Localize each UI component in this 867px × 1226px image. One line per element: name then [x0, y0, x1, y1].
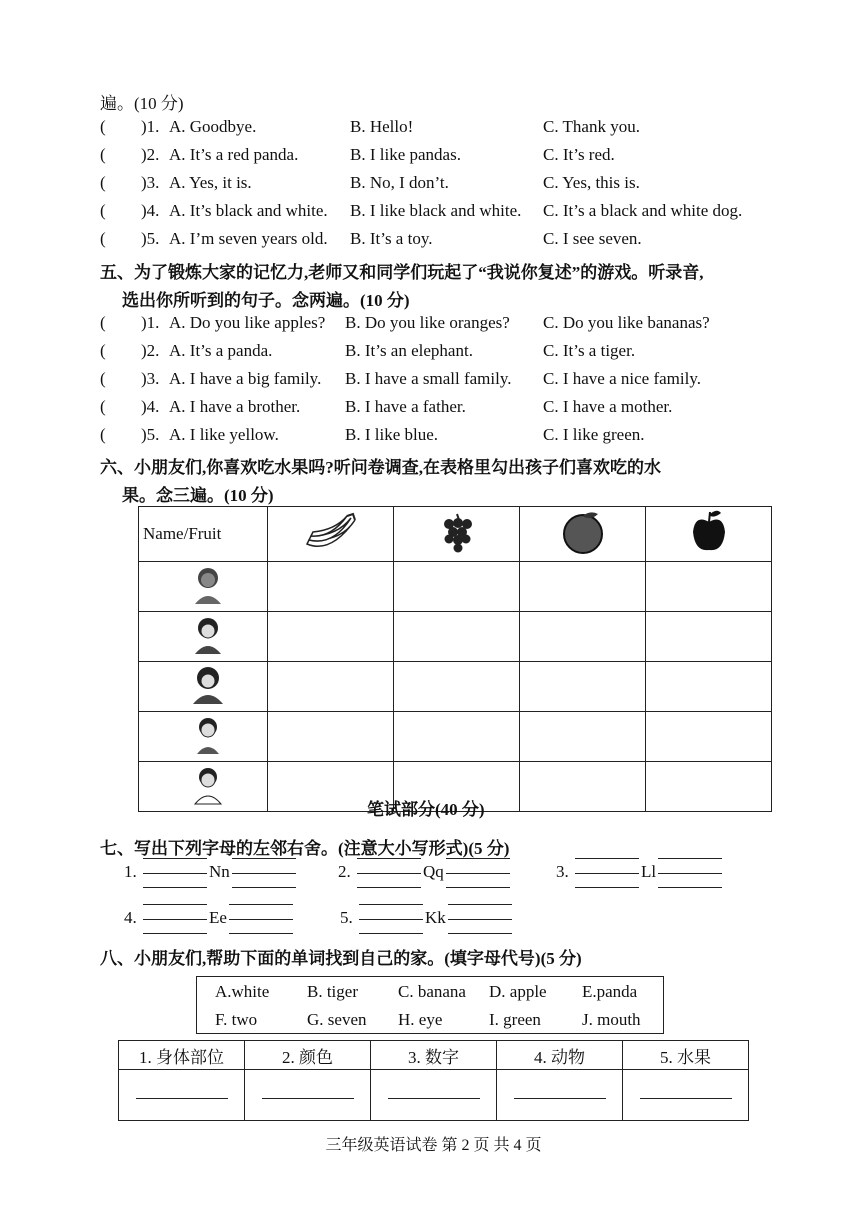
category-header: 3. 数字	[371, 1041, 497, 1070]
orange-icon	[520, 507, 646, 562]
option-a: A. I’m seven years old.	[169, 229, 328, 248]
option-c: C. It’s a tiger.	[543, 341, 636, 360]
option-b: B. It’s an elephant.	[345, 341, 473, 360]
question-number: )2.	[141, 341, 160, 360]
answer-blank-right[interactable]	[448, 904, 512, 934]
word-option: J. mouth	[582, 1010, 641, 1029]
answer-blank-right[interactable]	[229, 904, 293, 934]
option-a: A. I have a big family.	[169, 369, 322, 388]
option-b: B. I have a father.	[345, 397, 466, 416]
section-points: 遍。(10 分)	[100, 94, 184, 113]
section5-title-line1: 五、为了锻炼大家的记忆力,老师又和同学们玩起了“我说你复述”的游戏。听录音,	[100, 263, 704, 282]
answer-blank-left[interactable]	[357, 858, 421, 888]
answer-cell[interactable]	[497, 1070, 623, 1121]
option-a: A. It’s a red panda.	[169, 145, 299, 164]
option-c: C. I have a nice family.	[543, 369, 701, 388]
section6-title-line1: 六、小朋友们,你喜欢吃水果吗?听问卷调查,在表格里勾出孩子们喜欢吃的水	[100, 458, 661, 477]
option-c: C. It’s red.	[543, 145, 615, 164]
question-number: )3.	[141, 369, 160, 388]
child-avatar-5	[139, 762, 268, 812]
option-b: B. I like blue.	[345, 425, 439, 444]
answer-paren[interactable]: (	[100, 117, 106, 136]
child-avatar-3	[139, 662, 268, 712]
word-option: A.white	[215, 982, 270, 1001]
option-a: A. I have a brother.	[169, 397, 301, 416]
word-option: G. seven	[307, 1010, 367, 1029]
page-footer: 三年级英语试卷 第 2 页 共 4 页	[325, 1137, 542, 1154]
category-header: 5. 水果	[623, 1041, 749, 1070]
answer-paren[interactable]: (	[100, 369, 106, 388]
word-box	[196, 976, 664, 1034]
answer-blank-left[interactable]	[143, 904, 207, 934]
answer-paren[interactable]: (	[100, 341, 106, 360]
option-b: B. It’s a toy.	[350, 229, 433, 248]
option-b: B. I have a small family.	[345, 369, 512, 388]
table-header-name-fruit: Name/Fruit	[139, 507, 268, 562]
answer-paren[interactable]: (	[100, 145, 106, 164]
answer-cell[interactable]	[371, 1070, 497, 1121]
answer-blank-right[interactable]	[232, 858, 296, 888]
answer-cell[interactable]	[623, 1070, 749, 1121]
category-header: 4. 动物	[497, 1041, 623, 1070]
question-number: )2.	[141, 145, 160, 164]
answer-blank-left[interactable]	[359, 904, 423, 934]
banana-icon	[268, 507, 394, 562]
category-table	[118, 1040, 749, 1121]
answer-paren[interactable]: (	[100, 425, 106, 444]
question-number: )5.	[141, 229, 160, 248]
section7-title: 七、写出下列字母的左邻右舍。(注意大小写形式)(5 分)	[100, 839, 510, 858]
letter-item-5: 5. Kk	[340, 904, 514, 934]
grapes-icon	[394, 507, 520, 562]
option-a: A. Goodbye.	[169, 117, 257, 136]
answer-paren[interactable]: (	[100, 229, 106, 248]
section5-title-line2: 选出你所听到的句子。念两遍。(10 分)	[122, 291, 410, 310]
letter-item-3: 3. Ll	[556, 858, 724, 888]
child-avatar-1	[139, 562, 268, 612]
answer-paren[interactable]: (	[100, 201, 106, 220]
word-option: D. apple	[489, 982, 547, 1001]
option-c: C. I have a mother.	[543, 397, 673, 416]
question-number: )5.	[141, 425, 160, 444]
letter-item-4: 4. Ee	[124, 904, 295, 934]
answer-paren[interactable]: (	[100, 173, 106, 192]
option-c: C. It’s a black and white dog.	[543, 201, 743, 220]
option-a: A. I like yellow.	[169, 425, 279, 444]
apple-icon	[646, 507, 772, 562]
question-number: )3.	[141, 173, 160, 192]
option-a: A. Yes, it is.	[169, 173, 252, 192]
section8-title: 八、小朋友们,帮助下面的单词找到自己的家。(填字母代号)(5 分)	[100, 949, 582, 968]
question-number: )1.	[141, 313, 160, 332]
option-c: C. Yes, this is.	[543, 173, 640, 192]
word-option: H. eye	[398, 1010, 443, 1029]
option-b: B. Hello!	[350, 117, 414, 136]
fruit-survey-table	[138, 506, 772, 812]
answer-blank-right[interactable]	[446, 858, 510, 888]
answer-cell[interactable]	[119, 1070, 245, 1121]
option-c: C. I like green.	[543, 425, 645, 444]
option-b: B. I like pandas.	[350, 145, 461, 164]
letter-item-1: 1. Nn	[124, 858, 298, 888]
child-avatar-4	[139, 712, 268, 762]
written-part-title: 笔试部分(40 分)	[367, 800, 485, 819]
answer-blank-right[interactable]	[658, 858, 722, 888]
category-header: 1. 身体部位	[119, 1041, 245, 1070]
word-option: F. two	[215, 1010, 258, 1029]
option-c: C. I see seven.	[543, 229, 642, 248]
option-b: B. No, I don’t.	[350, 173, 449, 192]
option-b: B. Do you like oranges?	[345, 313, 510, 332]
option-c: C. Do you like bananas?	[543, 313, 710, 332]
question-number: )4.	[141, 397, 160, 416]
option-a: A. Do you like apples?	[169, 313, 326, 332]
answer-cell[interactable]	[245, 1070, 371, 1121]
option-b: B. I like black and white.	[350, 201, 522, 220]
section6-title-line2: 果。念三遍。(10 分)	[122, 486, 274, 505]
question-number: )1.	[141, 117, 160, 136]
word-option: I. green	[489, 1010, 541, 1029]
letter-item-2: 2. Qq	[338, 858, 512, 888]
answer-blank-left[interactable]	[143, 858, 207, 888]
answer-paren[interactable]: (	[100, 313, 106, 332]
word-option: E.panda	[582, 982, 638, 1001]
question-number: )4.	[141, 201, 160, 220]
category-header: 2. 颜色	[245, 1041, 371, 1070]
child-avatar-2	[139, 612, 268, 662]
answer-blank-left[interactable]	[575, 858, 639, 888]
word-option: C. banana	[398, 982, 466, 1001]
option-c: C. Thank you.	[543, 117, 640, 136]
option-a: A. It’s black and white.	[169, 201, 328, 220]
answer-paren[interactable]: (	[100, 397, 106, 416]
option-a: A. It’s a panda.	[169, 341, 273, 360]
word-option: B. tiger	[307, 982, 358, 1001]
